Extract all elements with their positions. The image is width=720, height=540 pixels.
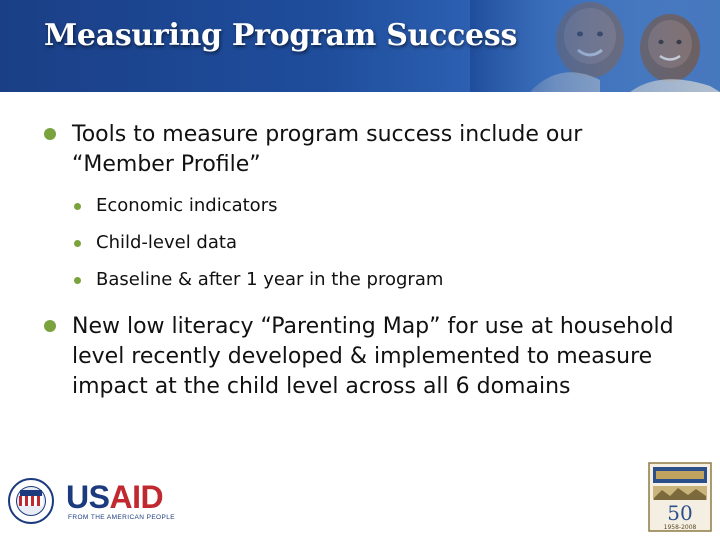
sub-bullet-text: Economic indicators	[96, 195, 278, 216]
usaid-wordmark: USAID	[66, 479, 164, 515]
bullet-text: Tools to measure program success include our “Member Profile”	[72, 122, 583, 177]
slide-title: Measuring Program Success	[44, 18, 518, 53]
project-50-logo-icon	[648, 462, 712, 532]
green-bullet-icon	[74, 203, 81, 210]
green-bullet-icon	[74, 277, 81, 284]
usaid-seal-icon	[8, 478, 54, 524]
bullet-item-tools	[44, 120, 684, 294]
green-bullet-icon	[44, 128, 56, 140]
sub-bullet-item	[68, 229, 684, 257]
green-bullet-icon	[44, 320, 56, 332]
sub-bullet-list	[74, 192, 684, 294]
sub-bullet-text: Baseline & after 1 year in the program	[96, 269, 444, 290]
project-logo-years: 1958-2008	[663, 524, 697, 531]
green-bullet-icon	[74, 240, 81, 247]
project-logo-number: 50	[667, 501, 693, 525]
sub-bullet-item	[68, 266, 684, 294]
title-banner	[0, 0, 720, 92]
sub-bullet-item	[68, 192, 684, 220]
usaid-tagline: FROM THE AMERICAN PEOPLE	[68, 514, 175, 521]
bullet-item-parenting-map	[44, 312, 684, 402]
bullet-text: New low literacy “Parenting Map” for use at household level recently developed & implemented to measure impact at the child level across all 6 domains	[72, 314, 674, 399]
bullet-list	[44, 120, 684, 402]
sub-bullet-text: Child-level data	[96, 232, 237, 253]
